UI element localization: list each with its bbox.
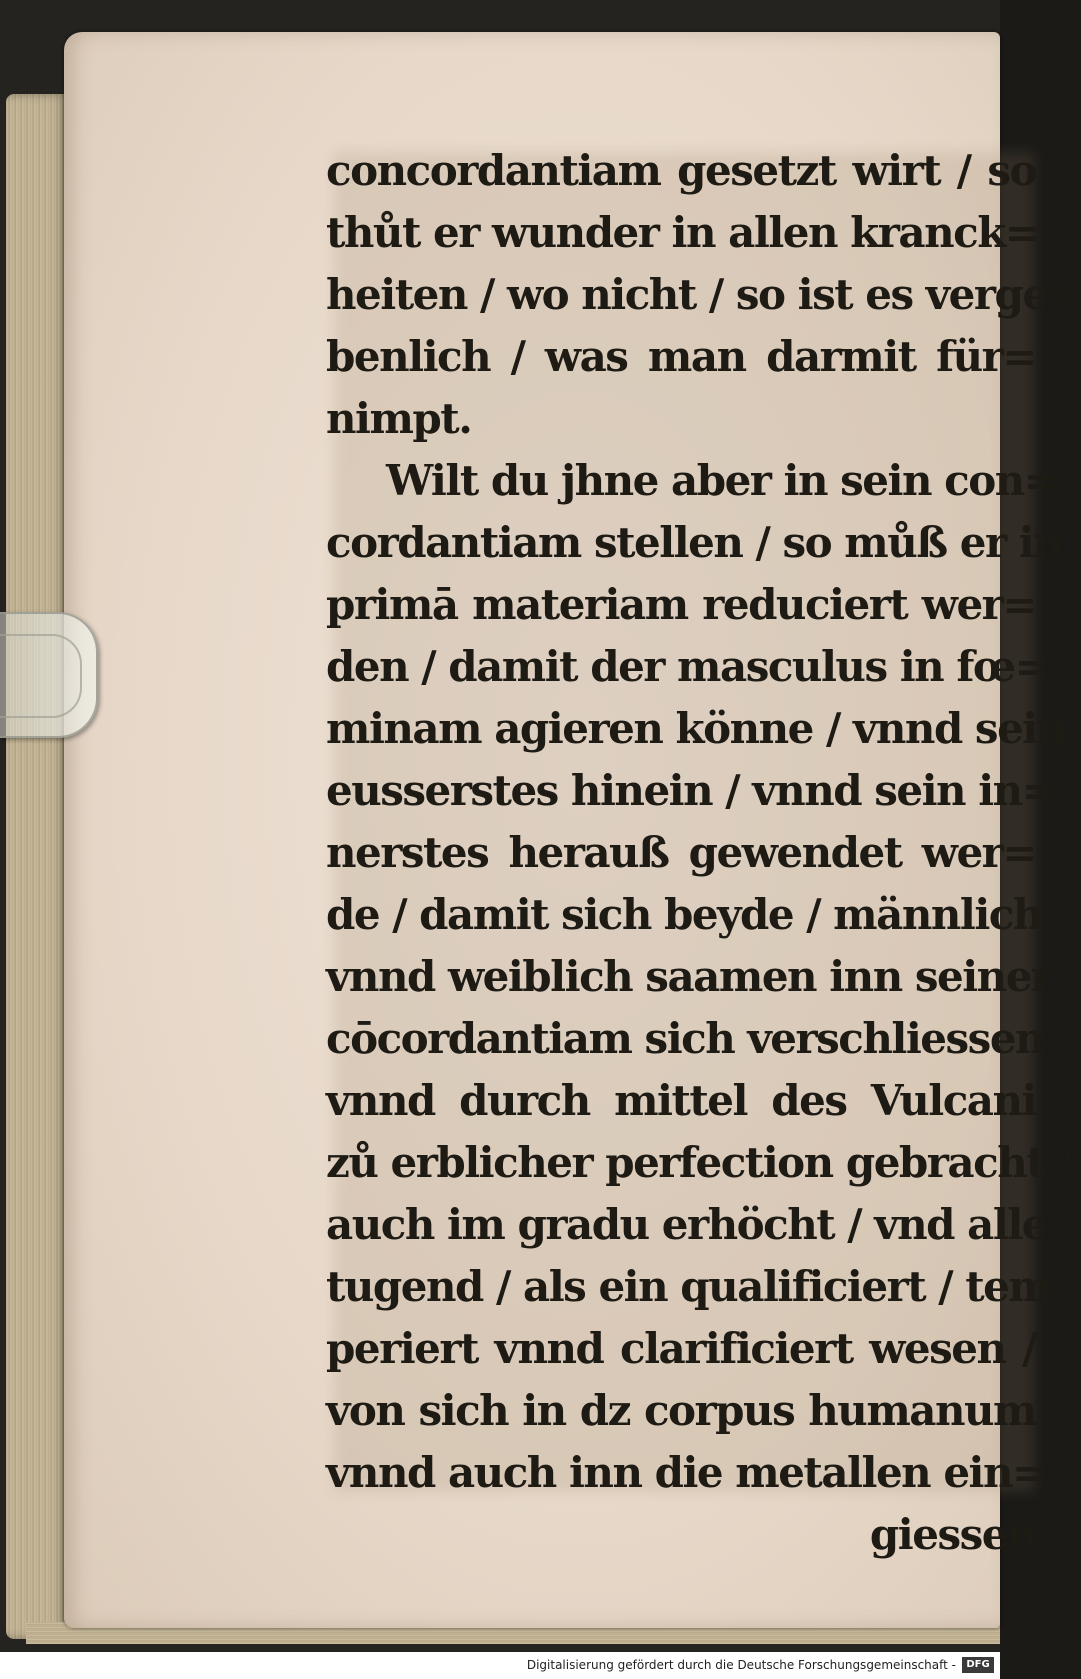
text-line: von sich in dz corpus humanum — [326, 1386, 1036, 1435]
text-line: nerstes herauß gewendet wer= — [326, 828, 1036, 877]
book-spread — [6, 32, 1081, 1644]
book-page — [64, 32, 1081, 1628]
text-line: den / damit der masculus in fœ= — [326, 642, 1049, 691]
text-line: vnnd weiblich saamen inn seiner — [326, 952, 1052, 1001]
digitization-footer — [0, 1652, 1000, 1679]
text-line: de / damit sich beyde / männlich — [326, 890, 1042, 939]
text-line: primā materiam reduciert wer= — [326, 580, 1036, 629]
text-line: minam agieren könne / vnnd sein — [326, 704, 1066, 753]
funding-credit: Digitalisierung gefördert durch die Deutsche Forschungsgemeinschaft - — [526, 1658, 956, 1672]
text-line: Wilt du jhne aber in sein con= — [386, 456, 1058, 505]
page-edges-left — [6, 94, 68, 1639]
text-line: auch im gradu erhöcht / vnd alle — [326, 1200, 1048, 1249]
text-line: periert vnnd clarificiert wesen / — [326, 1324, 1036, 1373]
text-line: vnnd auch inn die metallen ein= — [326, 1448, 1046, 1497]
text-line: heiten / wo nicht / so ist es verge= — [326, 270, 1081, 319]
text-line: vnnd durch mittel des Vulcani — [326, 1076, 1036, 1125]
text-line: cordantiam stellen / so můß er in — [326, 518, 1063, 567]
text-line: nimpt. — [326, 394, 472, 443]
clip-inner-edge — [0, 634, 82, 718]
text-line: benlich / was man darmit für= — [326, 332, 1036, 381]
text-line: concordantiam gesetzt wirt / so — [326, 146, 1036, 195]
page-holder-clip — [0, 612, 98, 738]
text-line: zů erblicher perfection gebracht / — [326, 1138, 1072, 1187]
dfg-logo: DFG — [962, 1657, 994, 1673]
catchword: giessen — [869, 1510, 1036, 1559]
text-line: cōcordantiam sich verschliessen — [326, 1014, 1045, 1063]
text-line: eusserstes hinein / vnnd sein in= — [326, 766, 1056, 815]
text-line: tugend / als ein qualificiert / tem — [326, 1262, 1052, 1311]
text-line: thůt er wunder in allen kranck= — [326, 208, 1039, 257]
page-text — [326, 140, 1081, 1566]
